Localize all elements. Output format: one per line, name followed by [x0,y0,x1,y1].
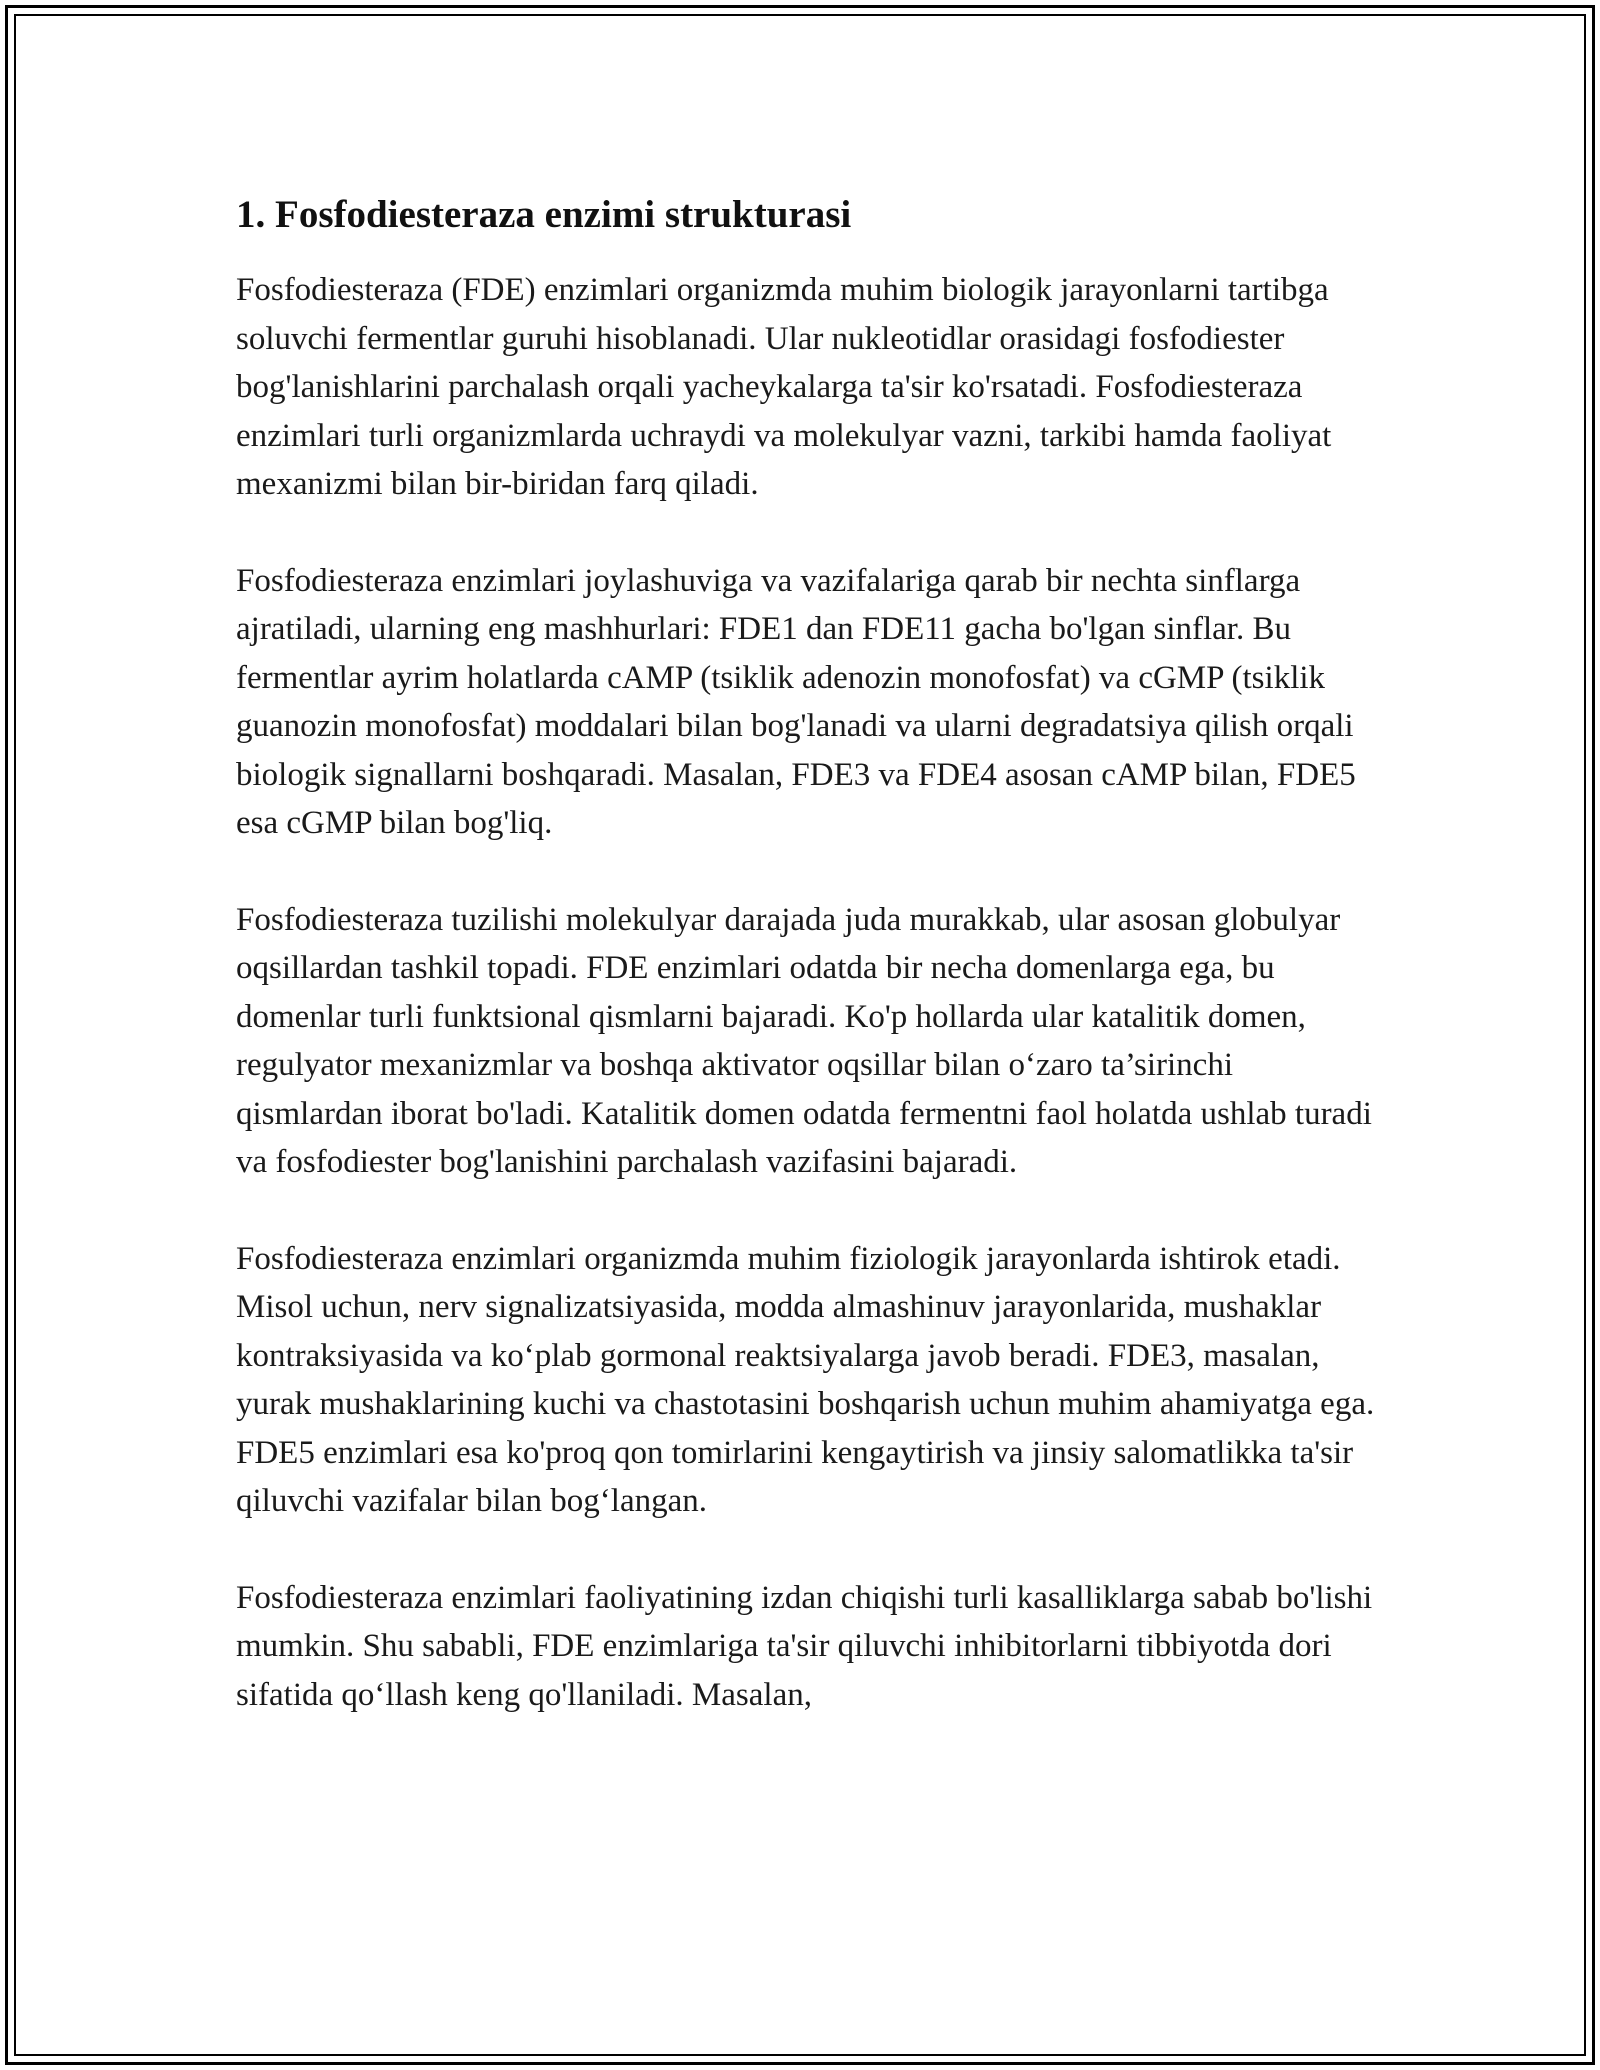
paragraph-disease: Fosfodiesteraza enzimlari faoliyatining izdan chiqishi turli kasalliklarga sabab bo'lishi mumkin. Shu sababli, FDE enzimlariga ta'sir qiluvchi inhibitorlarni tibbiyotda dori sifatida qo‘llash keng qo'llaniladi. Masalan, [236,1579,1373,1713]
paragraph-structure: Fosfodiesteraza tuzilishi molekulyar darajada juda murakkab, ular asosan globulyar oqsillardan tashkil topadi. FDE enzimlari odatda bir necha domenlarga ega, bu domenlar turli funktsional qismlarni bajaradi. Ko'p hollarda ular katalitik domen, regulyator mexanizmlar va boshqa aktivator oqsillar bilan o‘zaro ta’sirinchi qismlardan iborat bo'ladi. Katalitik domen odatda fermentni faol holatda ushlab turadi va fosfodiester bog'lanishini parchalash vazifasini bajaradi. [236,901,1372,1180]
document-body [236,190,1376,1767]
section-heading: 1. Fosfodiesteraza enzimi strukturasi [236,193,852,236]
paragraph-classes: Fosfodiesteraza enzimlari joylashuviga va vazifalariga qarab bir nechta sinflarga ajratiladi, ularning eng mashhurlari: FDE1 dan FDE11 gacha bo'lgan sinflar. Bu fermentlar ayrim holatlarda cAMP (tsiklik adenozin monofosfat) va cGMP (tsiklik guanozin monofosfat) moddalari bilan bog'lanadi va ularni degradatsiya qilish orqali biologik signallarni boshqaradi. Masalan, FDE3 va FDE4 asosan cAMP bilan, FDE5 esa cGMP bilan bog'liq. [236,562,1356,841]
paragraph-intro: Fosfodiesteraza (FDE) enzimlari organizmda muhim biologik jarayonlarni tartibga soluvchi fermentlar guruhi hisoblanadi. Ular nukleotidlar orasidagi fosfodiester bog'lanishlarini parchalash orqali yacheykalarga ta'sir ko'rsatadi. Fosfodiesteraza enzimlari turli organizmlarda uchraydi va molekulyar vazni, tarkibi hamda faoliyat mexanizmi bilan bir-biridan farq qiladi. [236,272,1332,502]
paragraph-physiology: Fosfodiesteraza enzimlari organizmda muhim fiziologik jarayonlarda ishtirok etadi. Misol uchun, nerv signalizatsiyasida, modda almashinuv jarayonlarida, mushaklar kontraksiyasida va ko‘plab gormonal reaktsiyalarga javob beradi. FDE3, masalan, yurak mushaklarining kuchi va chastotasini boshqarish uchun muhim ahamiyatga ega. FDE5 enzimlari esa ko'proq qon tomirlarini kengaytirish va jinsiy salomatlikka ta'sir qiluvchi vazifalar bilan bog‘langan. [236,1240,1375,1519]
